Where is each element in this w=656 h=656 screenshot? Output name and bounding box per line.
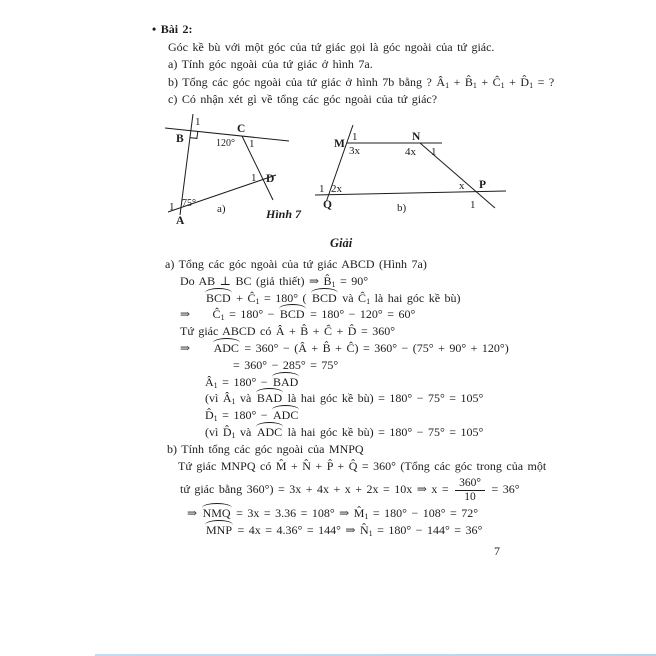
math-text: ⇒ <box>180 340 213 355</box>
fig-a-label-d1: 1 <box>251 172 257 184</box>
math-text: ⇒ <box>187 506 202 521</box>
fig-a-label-c1: 1 <box>249 138 255 150</box>
solution-line <box>180 323 622 340</box>
solution-title: Giải <box>330 236 353 250</box>
math-text: tứ giác bằng 360°) = 3x + 4x + x + 2x = 10x ⇒ x = <box>180 482 454 497</box>
fig-b-label-Q: Q <box>323 199 332 211</box>
fraction-numerator: 360° <box>455 477 485 491</box>
math-text: $D̂_1 = 180^\circ$ − <box>205 408 273 424</box>
fig-a-label-b1: 1 <box>195 116 201 128</box>
fig-b-label-x: x <box>459 180 465 192</box>
solution-line <box>180 340 622 357</box>
solution-line <box>178 458 622 475</box>
math-text: Do AB ⊥ BC (giả thiết) ⇒ $B̂_1 = 90^\circ$ <box>180 273 369 289</box>
problem-title-label: Bài 2: <box>160 22 193 36</box>
angle-arc: ADC <box>256 424 283 439</box>
math-text: = 360° − 285° = 75° <box>233 357 339 372</box>
math-text: Tứ giác ABCD có Â + B̂ + Ĉ + D̂ = 360° <box>180 324 396 339</box>
angle-arc: BCD <box>206 290 231 305</box>
problem-item-c: c) Có nhận xét gì về tổng các góc ngoài của tứ giác? <box>168 92 438 106</box>
fig-b-label-P: P <box>479 179 487 191</box>
solution-line <box>180 474 622 505</box>
solution-body <box>152 256 622 539</box>
solution-line <box>165 256 622 273</box>
math-text: = 4x = 4.36° = 144° ⇒ $N̂_1 = 180^\circ - 144^\circ = 36^\circ$ <box>233 523 483 539</box>
angle-arc: MNP <box>206 523 233 538</box>
fig-a-label-angle-a: 75° <box>182 198 196 209</box>
math-text: (vì $D̂_1$ và <box>205 424 256 440</box>
fig-b-label-q1: 1 <box>319 183 325 195</box>
angle-arc: BCD <box>279 307 305 322</box>
figure-caption: Hình 7 <box>266 207 302 221</box>
fig-a-sublabel: a) <box>217 203 226 215</box>
fig-b-label-M: M <box>334 138 345 150</box>
fig-b-sublabel: b) <box>397 202 407 214</box>
math-text: = 180° − 120° = 60° <box>305 307 416 322</box>
fig-b-label-n1: 1 <box>431 146 437 158</box>
fig-a-label-a1: 1 <box>169 201 175 213</box>
math-text: a) Tổng các góc ngoài của tứ giác ABCD (Hình 7a) <box>165 257 427 271</box>
fig-a-label-C: C <box>237 123 246 135</box>
fraction-denominator: 10 <box>464 491 476 504</box>
math-text: b) Tính tổng các góc ngoài của MNPQ <box>167 441 364 456</box>
solution-line <box>205 522 622 539</box>
fig-a-label-B: B <box>176 133 184 145</box>
solution-line <box>233 357 622 374</box>
page-number: 7 <box>494 544 500 558</box>
angle-arc: ADC <box>213 340 239 355</box>
fig-a-label-angle-c: 120° <box>216 138 235 149</box>
fig-a-line-cd <box>242 136 273 200</box>
math-text: ⇒ $Ĉ_1 = 180^\circ$ − <box>180 307 279 323</box>
angle-arc: BAD <box>256 391 283 406</box>
solution-line <box>205 390 622 407</box>
math-text: và $Ĉ_1$ là hai góc kề bù) <box>337 290 461 306</box>
problem-title <box>152 21 612 39</box>
fraction <box>455 477 485 504</box>
problem-item-a: a) Tính góc ngoài của tứ giác ở hình 7a. <box>168 57 373 71</box>
solution-line <box>180 306 622 323</box>
fig-a-label-A: A <box>176 215 185 227</box>
figure-7b <box>310 118 515 218</box>
math-text: là hai góc kề bù) = 180° − 75° = 105° <box>283 391 484 406</box>
solution-line <box>205 424 622 441</box>
fig-b-label-3x: 3x <box>349 145 360 157</box>
fig-b-label-m1: 1 <box>352 131 358 143</box>
angle-arc: ADC <box>273 408 299 423</box>
angle-arc: BAD <box>273 374 299 389</box>
problem-item-b: b) Tổng các góc ngoài của tứ giác ở hình 7b bằng ? $Â_1$ + $B̂_1$ + $Ĉ_1$ + $D̂_1$ = ? <box>168 74 555 90</box>
fig-a-label-D: D <box>266 173 275 185</box>
solution-line <box>180 273 622 290</box>
math-text: $Â_1 = 180^\circ$ − <box>205 374 273 390</box>
fig-b-label-2x: 2x <box>331 183 342 195</box>
math-text: = 3x = 3.36 = 108° ⇒ $M̂_1 = 180^\circ - 108^\circ = 72^\circ$ <box>231 506 479 522</box>
fig-b-label-p1: 1 <box>470 199 476 211</box>
math-text: = 36° <box>486 482 520 497</box>
problem-statement <box>152 21 612 109</box>
math-text: Tứ giác MNPQ có M̂ + N̂ + P̂ + Q̂ = 360° (Tổng các góc trong của một <box>178 458 547 473</box>
math-text: (vì $Â_1$ và <box>205 391 256 407</box>
solution-line <box>167 441 622 458</box>
solution-line <box>187 505 622 522</box>
solution-line <box>205 290 622 307</box>
angle-arc: BCD <box>312 290 337 305</box>
angle-arc: NMQ <box>202 506 231 521</box>
fig-b-label-N: N <box>412 131 421 143</box>
math-text: + $Ĉ_1 = 180^\circ$ ( <box>231 290 312 306</box>
fig-b-label-4x: 4x <box>405 146 416 158</box>
math-text: = 360° − (Â + B̂ + Ĉ) = 360° − (75° + 90° + 120°) <box>239 340 509 355</box>
problem-intro: Góc kề bù với một góc của tứ giác gọi là góc ngoài của tứ giác. <box>168 39 495 54</box>
bullet-icon: • <box>152 22 157 36</box>
math-text: là hai góc kề bù) = 180° − 75° = 105° <box>283 424 484 439</box>
